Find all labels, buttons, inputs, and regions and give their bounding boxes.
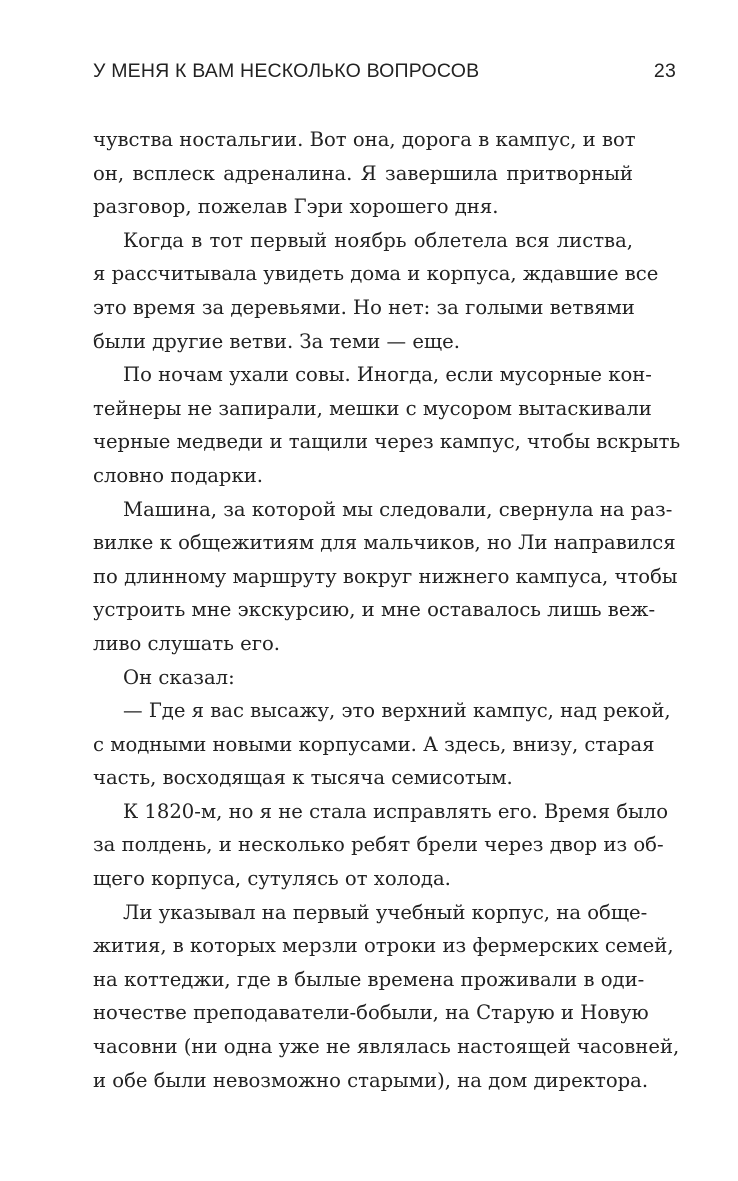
running-title: У МЕНЯ К ВАМ НЕСКОЛЬКО ВОПРОСОВ [93,60,480,82]
text-line: черные медведи и тащили через кампус, чтобы вскрыть [93,430,681,454]
text-line: тейнеры не запирали, мешки с мусором вытаскивали [93,396,652,420]
text-line: с модными новыми корпусами. А здесь, внизу, старая [93,732,655,756]
paragraph [93,123,636,224]
paragraph [93,896,680,1098]
paragraph [93,493,678,661]
text-line: разговор, пожелав Гэри хорошего дня. [93,195,499,219]
running-header [93,60,676,83]
text-line: По ночам ухали совы. Иногда, если мусорные кон- [123,363,652,387]
text-line: устроить мне экскурсию, и мне оставалось лишь веж- [93,598,656,622]
body-text [93,123,681,1097]
text-line: часть, восходящая к тысяча семисотым. [93,766,513,790]
paragraph [93,661,633,695]
text-line: он, всплеск адреналина. Я завершила притворный [93,161,633,185]
paragraph [93,224,659,358]
text-line: это время за деревьями. Но нет: за голыми ветвями [93,295,635,319]
text-line: щего корпуса, сутулясь от холода. [93,867,451,891]
text-line: вилке к общежитиям для мальчиков, но Ли направился [93,531,676,555]
text-line: — Где я вас высажу, это верхний кампус, над рекой, [123,699,671,723]
text-line: чувства ностальгии. Вот она, дорога в кампус, и вот [93,128,636,151]
text-line: К 1820-м, но я не стала исправлять его. Время было [123,799,668,823]
text-line: ливо слушать его. [93,631,281,655]
text-line: были другие ветви. За теми — еще. [93,329,460,353]
text-line: по длинному маршруту вокруг нижнего кампуса, чтобы [93,564,678,588]
text-line: за полдень, и несколько ребят брели через двор из об- [93,833,664,857]
text-line: жития, в которых мерзли отроки из фермерских семей, [93,934,674,958]
text-line: Машина, за которой мы следовали, свернула на раз- [123,497,673,521]
text-line: и обе были невозможно старыми), на дом директора. [93,1068,649,1092]
text-line: ночестве преподаватели-бобыли, на Старую и Новую [93,1001,649,1025]
text-line: Он сказал: [123,665,235,689]
text-line: я рассчитывала увидеть дома и корпуса, ждавшие все [93,262,659,286]
dialogue-paragraph [93,694,671,795]
text-line: Ли указывал на первый учебный корпус, на обще- [123,900,648,924]
paragraph [93,358,681,492]
text-line: часовни (ни одна уже не являлась настоящей часовней, [93,1035,680,1059]
paragraph [93,795,668,896]
page-number: 23 [653,60,676,82]
text-line: Когда в тот первый ноябрь облетела вся листва, [123,228,633,252]
text-line: на коттеджи, где в былые времена проживали в оди- [93,967,645,991]
text-line: словно подарки. [93,463,264,487]
